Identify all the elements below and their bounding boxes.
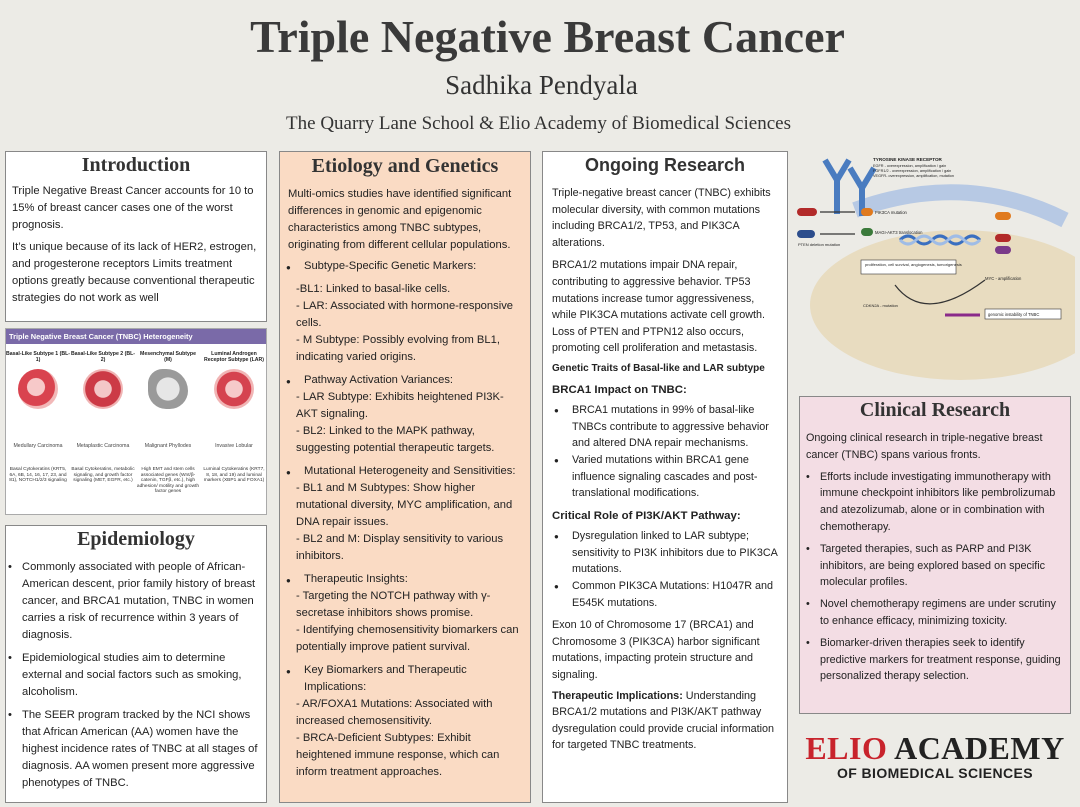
etiology-panel [279,151,531,803]
etiology-line: -BL1: Linked to basal-like cells. [296,283,451,295]
fgfr-label: FGFR1/2 - overexpression, amplification / gain [873,169,952,173]
cdkn2a-label: CDKN2A - mutation [863,303,898,308]
kinase-pill [797,208,817,216]
kinase-pill [995,246,1011,254]
poster-title: Triple Negative Breast Cancer [250,11,845,62]
egfr-label: EGFR - overexpression, amplification / gain [873,164,947,168]
etiology-bullet: ● Therapeutic Insights: [304,571,524,588]
pi3k-item: ● Common PIK3CA Mutations: H1047R and E545K mutations. [572,578,779,611]
cell-image [83,369,123,409]
figure-column-bl2 [71,351,135,409]
cell-image [148,369,188,409]
epidemiology-item: • Epidemiological studies aim to determine external and social factors such as smoking, alcoholism. [22,650,260,701]
etiology-line: - Identifying chemosensitivity biomarkers can potentially improve patient survival. [296,624,519,653]
figure-diagnosis: Invasive Lobular [215,443,253,449]
poster-author: Sadhika Pendyala [445,70,638,100]
introduction-heading: Introduction [81,154,191,176]
pik3ca-label: PIK3CA mutation [875,210,907,215]
clinical-intro: Ongoing clinical research in triple-negative breast cancer (TNBC) spans various fronts. [806,432,1043,461]
kinase-pill [797,230,815,238]
clinical-research-panel [799,396,1071,714]
cell-nucleus-shape [810,230,1075,380]
figure-diagnosis: Medullary Carcinoma [13,443,63,449]
epidemiology-panel [5,525,267,803]
figure-column-title: Basal-Like Subtype 1 (BL-1) [6,351,70,364]
figure-column-lar [202,351,266,409]
figure-column-title: Basal-Like Subtype 2 (BL-2) [71,351,135,364]
etiology-line: - LAR Subtype: Exhibits heightened PI3K-AKT signaling. [296,391,504,420]
pik3ca-pill [861,208,873,216]
introduction-text-2: It’s unique because of its lack of HER2, estrogen, and progesterone receptors Limits treatment options greatly because conventional therapeutic strategies do not work as well [12,241,257,304]
figure-diagnosis: Malignant Phyllodes [144,443,192,449]
epidemiology-item: • The SEER program tracked by the NCI shows that African American (AA) women have the highest incidence rates of TNBC at all stages of diagnosis. AA women present more aggressive phenotypes of TNBC. [22,707,260,792]
clinical-item: • Efforts include investigating immunotherapy with immune checkpoint inhibitors like pembrolizumab and atezolizumab, alone or in combination with chemotherapy. [820,469,1062,536]
figure-header: Triple Negative Breast Cancer (TNBC) Heterogeneity [6,329,266,344]
pi3k-heading: Critical Role of PI3K/AKT Pathway: [552,509,741,522]
ongoing-research-panel [542,151,788,803]
etiology-bullet: ● Mutational Heterogeneity and Sensitivities: [304,463,524,480]
receptor-label: TYROSINE KINASE RECEPTOR [873,157,942,162]
figure-column-title: Luminal Androgen Receptor Subtype (LAR) [204,351,264,364]
etiology-line: - BRCA-Deficient Subtypes: Exhibit heightened immune response, which can inform treatment approaches. [296,732,500,778]
proliferation-label: proliferation, cell survival, angiogenesis, tumorigenesis [865,262,962,267]
ongoing-text-2: BRCA1/2 mutations impair DNA repair, contributing to aggressive behavior. TP53 mutations increase tumor aggressiveness, while PIK3CA mutations activate cell growth. Loss of PTEN and PTPN12 also occurs, promoting cell proliferation and metastasis. [552,259,766,355]
epidemiology-item: • Commonly associated with people of African-American descent, prior family history of breast cancer, and BRCA1 mutation, TNBC in women carries a risk of recurrence within 3 years of diagnosis. [22,559,260,644]
clinical-item: • Targeted therapies, such as PARP and PI3K inhibitors, are being explored based on specific molecular profiles. [820,541,1062,591]
clinical-item: • Novel chemotherapy regimens are under scrutiny to enhance efficacy, minimizing toxicity. [820,596,1062,630]
etiology-line: - BL2: Linked to the MAPK pathway, suggesting potential therapeutic targets. [296,425,495,454]
etiology-bullet: ● Subtype-Specific Genetic Markers: [304,258,524,275]
etiology-line: - AR/FOXA1 Mutations: Associated with increased chemosensitivity. [296,698,493,727]
etiology-bullet: ● Pathway Activation Variances: [304,372,524,389]
etiology-line: - M Subtype: Possibly evolving from BL1, indicating varied origins. [296,334,500,363]
signaling-pathway-diagram [795,150,1075,385]
etiology-line: - BL2 and M: Display sensitivity to various inhibitors. [296,533,504,562]
introduction-text-1: Triple Negative Breast Cancer accounts for 10 to 15% of breast cancer cases one of the worst prognosis. [12,185,254,231]
etiology-line: - LAR: Associated with hormone-responsive cells. [296,300,514,329]
pi3k-item: ● Dysregulation linked to LAR subtype; sensitivity to PI3K inhibitors due to PIK3CA mutations. [572,528,779,578]
cell-image [18,369,58,409]
genetic-traits-label: Genetic Traits of Basal-like and LAR subtype [552,362,765,374]
genomic-label: genomic instability of TNBC [988,312,1040,317]
figure-description: Luminal Cytokeratins (KRT7, 8, 18, and 19) and luminal markers (XBP1 and FOXA1) [203,467,265,484]
figure-description: Basal Cytokeratins, metabolic signaling, and growth factor signaling (MET, EGFR, etc.) [71,467,135,484]
myc-label: MYC - amplification [985,276,1022,281]
clinical-heading: Clinical Research [859,399,1011,421]
ongoing-heading: Ongoing Research [584,155,746,175]
etiology-line: - BL1 and M Subtypes: Show higher mutational diversity, MYC amplification, and DNA repair issues. [296,482,513,528]
figure-diagnosis: Metaplastic Carcinoma [76,443,130,449]
ongoing-text-3: Exon 10 of Chromosome 17 (BRCA1) and Chromosome 3 (PIK3CA) harbor significant mutations, impacting protein structure and signaling. [552,619,760,682]
brca-item: ● Varied mutations within BRCA1 gene influence signaling cascades and post-translational modifications. [572,452,779,502]
etiology-line: - Targeting the NOTCH pathway with γ-secretase inhibitors shows promise. [296,590,491,619]
ongoing-text-1: Triple-negative breast cancer (TNBC) exhibits molecular diversity, with common mutations including BRCA1/2, TP53, and PIK3CA alterations. [552,187,771,249]
figure-column-bl1 [6,351,70,409]
figure-column-title: Mesenchymal Subtype (M) [140,351,196,364]
akt-pill [861,228,873,236]
logo-line-1: ELIO ACADEMY [805,730,1065,766]
etiology-heading: Etiology and Genetics [311,155,499,177]
vegfr-label: VEGFR- overexpression, amplification, mutation [873,174,955,178]
kinase-pill [995,212,1011,220]
brca-item: ● BRCA1 mutations in 99% of basal-like TNBCs contribute to aggressive behavior and altered DNA repair mechanisms. [572,402,779,452]
kinase-pill [995,234,1011,242]
elio-academy-logo [800,730,1070,781]
brca-heading: BRCA1 Impact on TNBC: [552,383,687,396]
cell-image [214,369,254,409]
mag-label: MAGI-AKT3 translocation [875,230,923,235]
introduction-panel [5,151,267,322]
membrane-band [855,192,1065,220]
etiology-bullet: ● Key Biomarkers and Therapeutic Implications: [304,662,524,696]
etiology-intro: Multi-omics studies have identified significant differences in genomic and epigenomic characteristics among TNBC subtypes, originating from different cellular populations. [288,188,512,251]
figure-description: Basal Cytokeratins (KRT5, 6A, 6B, 14, 16, 17, 23, and 81), NOTCH1/2/3 signaling [9,467,67,484]
figure-column-m [136,351,200,409]
tnbc-heterogeneity-figure [5,328,267,515]
poster-affiliation: The Quarry Lane School & Elio Academy of Biomedical Sciences [286,113,791,134]
epidemiology-heading: Epidemiology [77,528,195,550]
therapeutic-text: Understanding BRCA1/2 mutations and PI3K/AKT pathway dysregulation could provide crucial information for targeted TNBC treatments. [552,689,775,752]
pathway-svg [795,150,1075,385]
clinical-item: • Biomarker-driven therapies seek to identify predictive markers for treatment response, guiding personalized therapy selection. [820,635,1062,685]
therapeutic-label: Therapeutic Implications: [552,689,683,702]
pten-label: PTEN deletion mutation [798,242,841,247]
figure-description: High EMT and stem cells associated genes (Wnt/β-catenin, TGFβ, etc.), high adhesion/ motility and growth factor genes [136,467,200,495]
logo-line-2: OF BIOMEDICAL SCIENCES [836,765,1033,781]
